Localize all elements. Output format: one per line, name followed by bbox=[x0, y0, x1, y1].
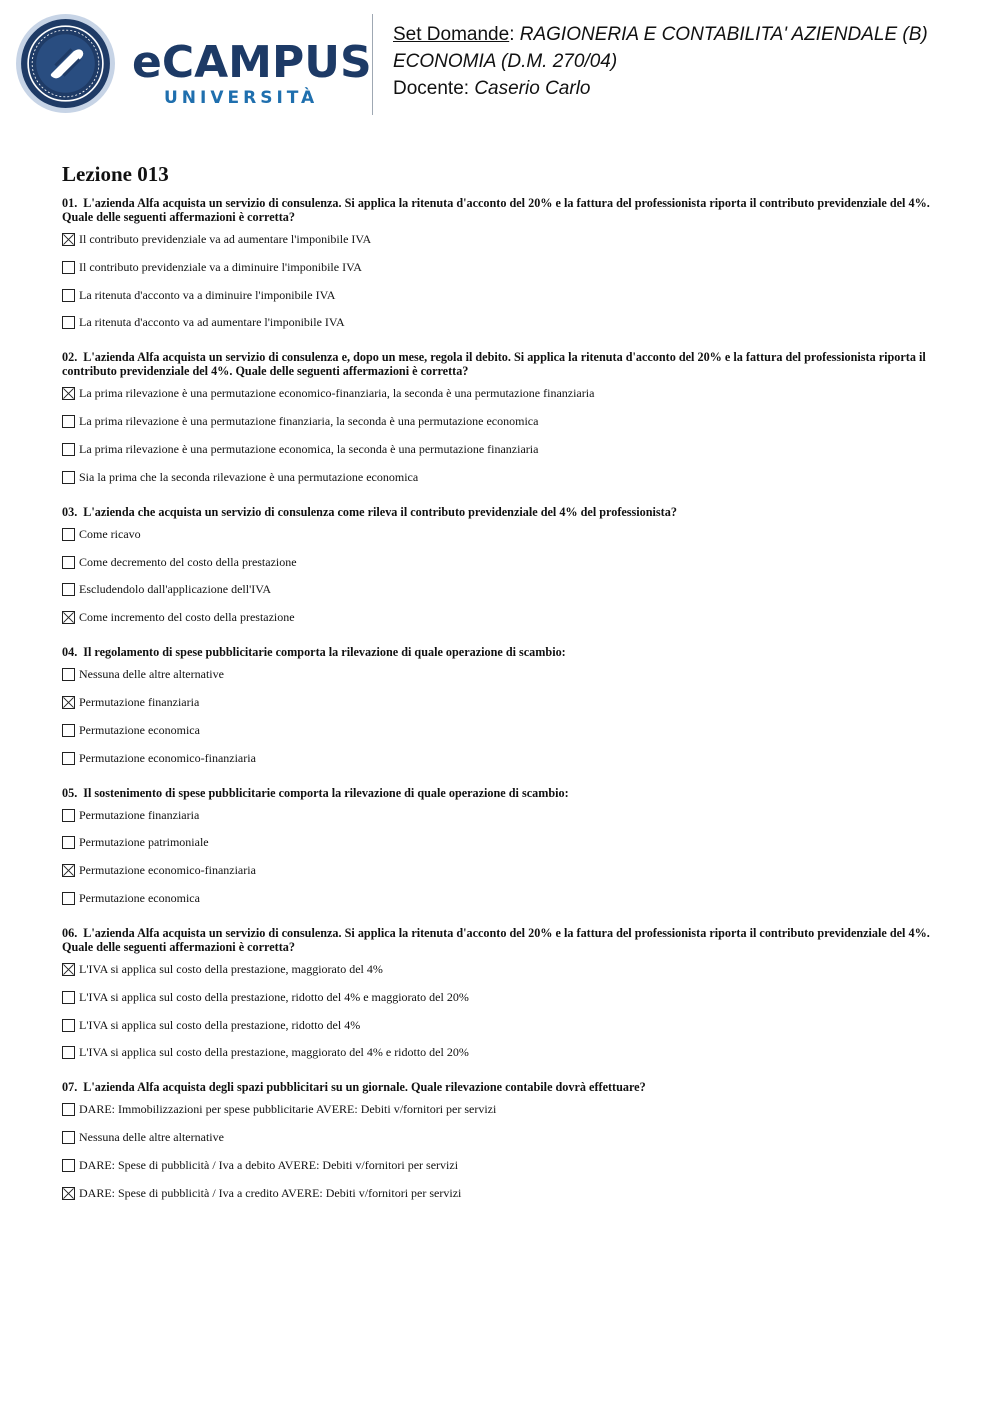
question-prompt: L'azienda Alfa acquista un servizio di consulenza. Si applica la ritenuta d'acconto del 20% e la fattura del professionista riporta il contributo previdenziale del 4%. Quale delle seguenti affermazioni è corretta? bbox=[62, 196, 930, 224]
answer-option[interactable] bbox=[62, 890, 934, 907]
checkbox-icon[interactable] bbox=[62, 415, 75, 428]
question-number: 04. bbox=[62, 645, 78, 660]
question-number: 05. bbox=[62, 785, 78, 800]
answer-option[interactable] bbox=[62, 231, 934, 248]
checked-checkbox-icon[interactable] bbox=[62, 233, 75, 246]
answer-text: Come decremento del costo della prestazione bbox=[79, 554, 297, 569]
page-header bbox=[0, 0, 1000, 140]
course-name: RAGIONERIA E CONTABILITA' AZIENDALE (B) bbox=[519, 24, 928, 45]
answer-option[interactable] bbox=[62, 1017, 934, 1034]
set-label: Set Domande bbox=[393, 24, 510, 45]
brand-name: eCAMPUS bbox=[132, 37, 372, 88]
answer-text: Permutazione finanziaria bbox=[79, 807, 200, 822]
answer-text: La prima rilevazione è una permutazione finanziaria, la seconda è una permutazione economica bbox=[79, 414, 539, 429]
question-text bbox=[62, 505, 934, 519]
teacher-line bbox=[393, 75, 993, 102]
lesson-title: Lezione 013 bbox=[62, 162, 169, 186]
answer-option[interactable] bbox=[62, 694, 934, 711]
answer-option[interactable] bbox=[62, 259, 934, 276]
question-text bbox=[62, 350, 934, 378]
checkbox-icon[interactable] bbox=[62, 991, 75, 1004]
question-text bbox=[62, 926, 934, 954]
answer-text: L'IVA si applica sul costo della prestazione, ridotto del 4% bbox=[79, 1017, 361, 1032]
answer-option[interactable] bbox=[62, 314, 934, 331]
answer-text: Permutazione economico-finanziaria bbox=[79, 750, 256, 765]
answer-option[interactable] bbox=[62, 989, 934, 1006]
answer-option[interactable] bbox=[62, 961, 934, 978]
answer-option[interactable] bbox=[62, 1044, 934, 1061]
checkbox-icon[interactable] bbox=[62, 1019, 75, 1032]
answer-text: Il contributo previdenziale va ad aumentare l'imponibile IVA bbox=[79, 232, 372, 246]
answer-option[interactable] bbox=[62, 469, 934, 486]
answer-text: L'IVA si applica sul costo della prestazione, ridotto del 4% e maggiorato del 20% bbox=[79, 989, 469, 1004]
question-number: 01. bbox=[62, 196, 78, 210]
question-text bbox=[62, 1080, 934, 1094]
question-list bbox=[62, 196, 934, 1202]
answer-text: L'IVA si applica sul costo della prestazione, maggiorato del 4% bbox=[79, 961, 383, 976]
question-block bbox=[62, 645, 934, 766]
answer-option[interactable] bbox=[62, 526, 934, 543]
question-text bbox=[62, 786, 934, 800]
question-text bbox=[62, 196, 934, 224]
checkbox-icon[interactable] bbox=[62, 1103, 75, 1116]
question-text bbox=[62, 645, 934, 659]
answer-option[interactable] bbox=[62, 750, 934, 767]
question-block bbox=[62, 786, 934, 907]
question-number: 06. bbox=[62, 925, 78, 940]
header-divider bbox=[372, 14, 373, 115]
checked-checkbox-icon[interactable] bbox=[62, 1187, 75, 1200]
checkbox-icon[interactable] bbox=[62, 316, 75, 329]
checkbox-icon[interactable] bbox=[62, 289, 75, 302]
answer-text: DARE: Spese di pubblicità / Iva a credito AVERE: Debiti v/fornitori per servizi bbox=[79, 1185, 462, 1200]
answer-option[interactable] bbox=[62, 581, 934, 598]
checkbox-icon[interactable] bbox=[62, 471, 75, 484]
ecampus-wordmark bbox=[132, 37, 372, 118]
question-number: 07. bbox=[62, 1080, 78, 1095]
question-number: 02. bbox=[62, 350, 78, 365]
answer-option[interactable] bbox=[62, 287, 934, 304]
questions-content bbox=[62, 160, 934, 1221]
answer-option[interactable] bbox=[62, 862, 934, 879]
checkbox-icon[interactable] bbox=[62, 1131, 75, 1144]
checked-checkbox-icon[interactable] bbox=[62, 696, 75, 709]
answer-text: DARE: Spese di pubblicità / Iva a debito AVERE: Debiti v/fornitori per servizi bbox=[79, 1157, 459, 1172]
checkbox-icon[interactable] bbox=[62, 583, 75, 596]
checkbox-icon[interactable] bbox=[62, 892, 75, 905]
answer-text: Sia la prima che la seconda rilevazione è una permutazione economica bbox=[79, 469, 419, 484]
answer-text: Il contributo previdenziale va a diminuire l'imponibile IVA bbox=[79, 259, 362, 274]
answer-text: DARE: Immobilizzazioni per spese pubblicitarie AVERE: Debiti v/fornitori per servizi bbox=[79, 1102, 497, 1117]
answer-text: Permutazione patrimoniale bbox=[79, 835, 209, 850]
checked-checkbox-icon[interactable] bbox=[62, 387, 75, 400]
question-block bbox=[62, 505, 934, 626]
answer-option[interactable] bbox=[62, 1129, 934, 1146]
answer-text: Nessuna delle altre alternative bbox=[79, 1130, 224, 1145]
question-prompt: L'azienda Alfa acquista degli spazi pubblicitari su un giornale. Quale rilevazione contabile dovrà effettuare? bbox=[83, 1080, 646, 1095]
answer-text: Permutazione economica bbox=[79, 890, 200, 905]
answer-option[interactable] bbox=[62, 666, 934, 683]
answer-text: Permutazione economica bbox=[79, 722, 200, 737]
question-block bbox=[62, 196, 934, 331]
answer-option[interactable] bbox=[62, 834, 934, 851]
checkbox-icon[interactable] bbox=[62, 809, 75, 822]
teacher-name: Caserio Carlo bbox=[474, 78, 591, 99]
checkbox-icon[interactable] bbox=[62, 668, 75, 681]
question-prompt: Il sostenimento di spese pubblicitarie comporta la rilevazione di quale operazione di scambio: bbox=[83, 785, 569, 800]
question-prompt: L'azienda Alfa acquista un servizio di consulenza. Si applica la ritenuta d'acconto del 20% e la fattura del professionista riporta il contributo previdenziale del 4%. Quale delle seguenti affermazioni è corretta? bbox=[62, 925, 930, 954]
checkbox-icon[interactable] bbox=[62, 443, 75, 456]
answer-option[interactable] bbox=[62, 609, 934, 626]
answer-text: La ritenuta d'acconto va ad aumentare l'imponibile IVA bbox=[79, 315, 345, 330]
answer-text: La prima rilevazione è una permutazione economica, la seconda è una permutazione finanziaria bbox=[79, 441, 539, 456]
answer-text: Permutazione finanziaria bbox=[79, 694, 200, 709]
answer-text: Nessuna delle altre alternative bbox=[79, 667, 224, 682]
brand-subtitle: UNIVERSITÀ bbox=[164, 88, 319, 108]
checked-checkbox-icon[interactable] bbox=[62, 864, 75, 877]
checkbox-icon[interactable] bbox=[62, 724, 75, 737]
answer-option[interactable] bbox=[62, 441, 934, 458]
checkbox-icon[interactable] bbox=[62, 836, 75, 849]
checked-checkbox-icon[interactable] bbox=[62, 963, 75, 976]
question-number: 03. bbox=[62, 504, 78, 519]
checkbox-icon[interactable] bbox=[62, 752, 75, 765]
question-prompt: L'azienda Alfa acquista un servizio di consulenza e, dopo un mese, regola il debito. Si applica la ritenuta d'acconto del 20% e la fattura del professionista riporta il contributo previdenziale del 4%. Quale delle seguenti affermazioni è corretta? bbox=[62, 350, 926, 379]
answer-option[interactable] bbox=[62, 413, 934, 430]
course-info bbox=[393, 21, 993, 102]
question-prompt: Il regolamento di spese pubblicitarie comporta la rilevazione di quale operazione di scambio: bbox=[83, 645, 566, 660]
course-degree: ECONOMIA (D.M. 270/04) bbox=[393, 51, 618, 72]
teacher-label: Docente: bbox=[393, 78, 470, 99]
checkbox-icon[interactable] bbox=[62, 556, 75, 569]
answer-option[interactable] bbox=[62, 1101, 934, 1118]
question-block bbox=[62, 1080, 934, 1201]
answer-text: La ritenuta d'acconto va a diminuire l'imponibile IVA bbox=[79, 287, 336, 302]
checked-checkbox-icon[interactable] bbox=[62, 611, 75, 624]
answer-option[interactable] bbox=[62, 1157, 934, 1174]
answer-text: Escludendolo dall'applicazione dell'IVA bbox=[79, 582, 272, 597]
question-prompt: L'azienda che acquista un servizio di consulenza come rileva il contributo previdenziale del 4% del professionista? bbox=[83, 504, 677, 519]
question-block bbox=[62, 350, 934, 485]
question-block bbox=[62, 926, 934, 1061]
set-line: Set Domande: RAGIONERIA E CONTABILITA' AZIENDALE (B) bbox=[393, 24, 928, 45]
answer-text: L'IVA si applica sul costo della prestazione, maggiorato del 4% e ridotto del 20% bbox=[79, 1045, 469, 1060]
answer-text: Permutazione economico-finanziaria bbox=[79, 863, 256, 878]
checkbox-icon[interactable] bbox=[62, 528, 75, 541]
answer-text: La prima rilevazione è una permutazione economico-finanziaria, la seconda è una permutazione finanziaria bbox=[79, 386, 595, 401]
checkbox-icon[interactable] bbox=[62, 261, 75, 274]
answer-text: Come incremento del costo della prestazione bbox=[79, 610, 295, 625]
answer-option[interactable] bbox=[62, 554, 934, 571]
checkbox-icon[interactable] bbox=[62, 1046, 75, 1059]
answer-option[interactable] bbox=[62, 385, 934, 402]
answer-text: Come ricavo bbox=[79, 526, 141, 541]
answer-option[interactable] bbox=[62, 1185, 934, 1202]
checkbox-icon[interactable] bbox=[62, 1159, 75, 1172]
answer-option[interactable] bbox=[62, 722, 934, 739]
university-seal-logo bbox=[15, 13, 116, 114]
answer-option[interactable] bbox=[62, 807, 934, 824]
